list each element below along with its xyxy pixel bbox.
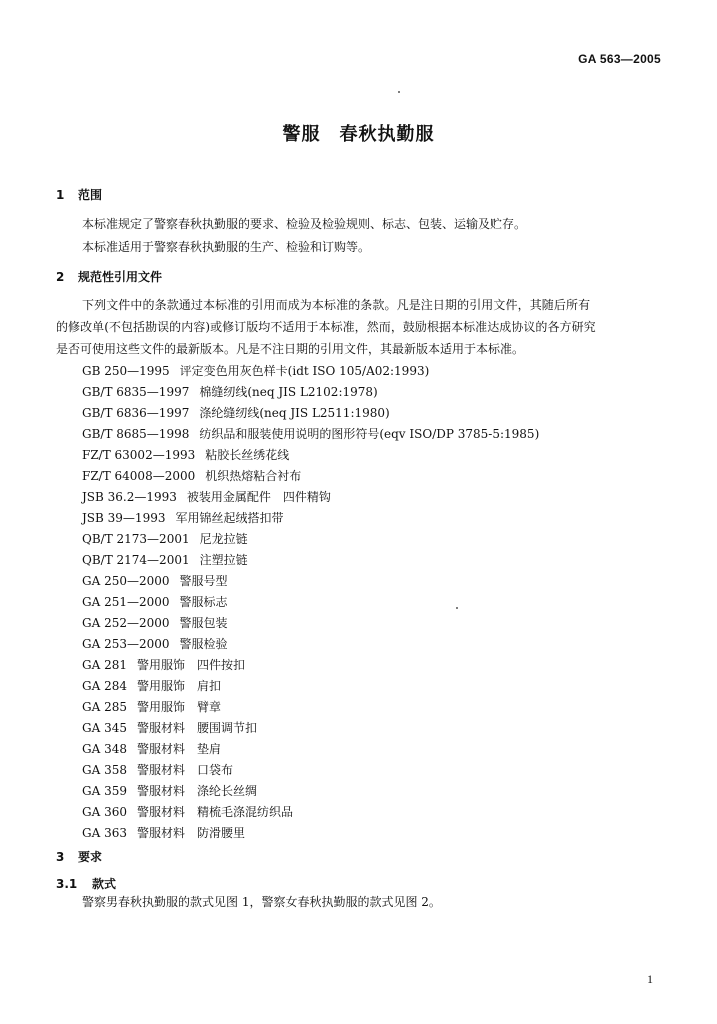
reference-item	[82, 824, 245, 841]
reference-item	[82, 719, 257, 736]
reference-code: GB/T 8685—1998	[82, 427, 190, 441]
reference-code: JSB 39—1993	[82, 511, 166, 525]
reference-code: GA 251—2000	[82, 595, 170, 609]
reference-code: GA 281	[82, 658, 127, 672]
scope-paragraph-2: 本标准适用于警察春秋执勤服的生产、检验和订购等。	[82, 240, 371, 254]
reference-title: 评定变色用灰色样卡(idt ISO 105/A02:1993)	[179, 364, 430, 378]
section-number: 1	[56, 188, 65, 202]
reference-item	[82, 488, 331, 505]
reference-title: 警服检验	[179, 637, 228, 651]
reference-code: FZ/T 63002—1993	[82, 448, 196, 462]
reference-title: 警用服饰 四件按扣	[136, 658, 245, 672]
section-2-heading	[56, 268, 162, 285]
reference-title: 警服材料 垫肩	[136, 742, 221, 756]
reference-item	[82, 698, 221, 715]
scan-speck	[398, 91, 400, 93]
reference-code: GA 284	[82, 679, 127, 693]
section-number: 2	[56, 270, 65, 284]
reference-title: 粘胶长丝绣花线	[205, 448, 290, 462]
normative-intro-line-2: 的修改单(不包括勘误的内容)或修订版均不适用于本标准，然而，鼓励根据本标准达成协议的各方研究	[56, 320, 596, 334]
section-number: 3.1	[56, 877, 78, 891]
reference-title: 警服材料 涤纶长丝绸	[136, 784, 257, 798]
section-3-heading	[56, 848, 102, 865]
reference-title: 棉缝纫线(neq JIS L2102:1978)	[199, 385, 378, 399]
section-number: 3	[56, 850, 65, 864]
reference-title: 警服材料 精梳毛涤混纺织品	[136, 805, 293, 819]
normative-intro-line-3: 是否可使用这些文件的最新版本。凡是不注日期的引用文件，其最新版本适用于本标准。	[56, 342, 525, 356]
scope-paragraph-1: 本标准规定了警察春秋执勤服的要求、检验及检验规则、标志、包装、运输及贮存。	[82, 217, 527, 231]
reference-code: GB/T 6836—1997	[82, 406, 190, 420]
reference-code: GA 359	[82, 784, 127, 798]
reference-item	[82, 425, 539, 442]
reference-title: 机织热熔粘合衬布	[205, 469, 302, 483]
section-1-heading	[56, 186, 102, 203]
page-number: 1	[647, 972, 653, 986]
reference-code: GB 250—1995	[82, 364, 170, 378]
reference-code: GA 253—2000	[82, 637, 170, 651]
reference-title: 警服材料 腰围调节扣	[136, 721, 257, 735]
normative-intro-line-1: 下列文件中的条款通过本标准的引用而成为本标准的条款。凡是注日期的引用文件，其随后所有	[82, 298, 591, 312]
reference-title: 涤纶缝纫线(neq JIS L2511:1980)	[199, 406, 390, 420]
reference-item	[82, 530, 248, 547]
reference-item	[82, 362, 429, 379]
reference-item	[82, 551, 248, 568]
reference-code: GA 252—2000	[82, 616, 170, 630]
reference-item	[82, 740, 221, 757]
section-3-1-heading	[56, 875, 116, 892]
reference-title: 军用锦丝起绒搭扣带	[175, 511, 284, 525]
reference-code: JSB 36.2—1993	[82, 490, 177, 504]
reference-title: 警服号型	[179, 574, 228, 588]
reference-title: 注塑拉链	[199, 553, 248, 567]
reference-code: QB/T 2173—2001	[82, 532, 190, 546]
reference-item	[82, 446, 289, 463]
reference-title: 警服标志	[179, 595, 228, 609]
document-title: 警服 春秋执勤服	[282, 124, 435, 145]
reference-code: FZ/T 64008—2000	[82, 469, 196, 483]
reference-item	[82, 803, 293, 820]
reference-item	[82, 656, 245, 673]
reference-code: GA 345	[82, 721, 127, 735]
reference-code: GA 348	[82, 742, 127, 756]
reference-item	[82, 509, 284, 526]
reference-item	[82, 614, 228, 631]
reference-item	[82, 782, 257, 799]
reference-title: 警用服饰 臂章	[136, 700, 221, 714]
reference-item	[82, 467, 301, 484]
section-title: 要求	[78, 850, 103, 864]
reference-title: 警服材料 口袋布	[136, 763, 233, 777]
section-title: 款式	[92, 877, 117, 891]
style-paragraph: 警察男春秋执勤服的款式见图 1，警察女春秋执勤服的款式见图 2。	[82, 895, 441, 909]
reference-item	[82, 404, 390, 421]
scan-speck	[456, 607, 458, 609]
reference-title: 警服包装	[179, 616, 228, 630]
reference-item	[82, 677, 221, 694]
reference-item	[82, 383, 378, 400]
reference-code: GA 358	[82, 763, 127, 777]
reference-code: GA 285	[82, 700, 127, 714]
reference-title: 被装用金属配件 四件精钩	[186, 490, 331, 504]
reference-item	[82, 635, 228, 652]
reference-code: QB/T 2174—2001	[82, 553, 190, 567]
reference-code: GA 363	[82, 826, 127, 840]
section-title: 规范性引用文件	[78, 270, 163, 284]
reference-title: 尼龙拉链	[199, 532, 248, 546]
section-title: 范围	[78, 188, 103, 202]
reference-item	[82, 593, 228, 610]
reference-item	[82, 572, 228, 589]
reference-title: 警用服饰 肩扣	[136, 679, 221, 693]
reference-title: 警服材料 防滑腰里	[136, 826, 245, 840]
reference-code: GA 250—2000	[82, 574, 170, 588]
reference-code: GB/T 6835—1997	[82, 385, 190, 399]
reference-code: GA 360	[82, 805, 127, 819]
standard-code: GA 563—2005	[578, 52, 661, 66]
reference-title: 纺织品和服装使用说明的图形符号(eqv ISO/DP 3785-5:1985)	[199, 427, 540, 441]
reference-item	[82, 761, 233, 778]
